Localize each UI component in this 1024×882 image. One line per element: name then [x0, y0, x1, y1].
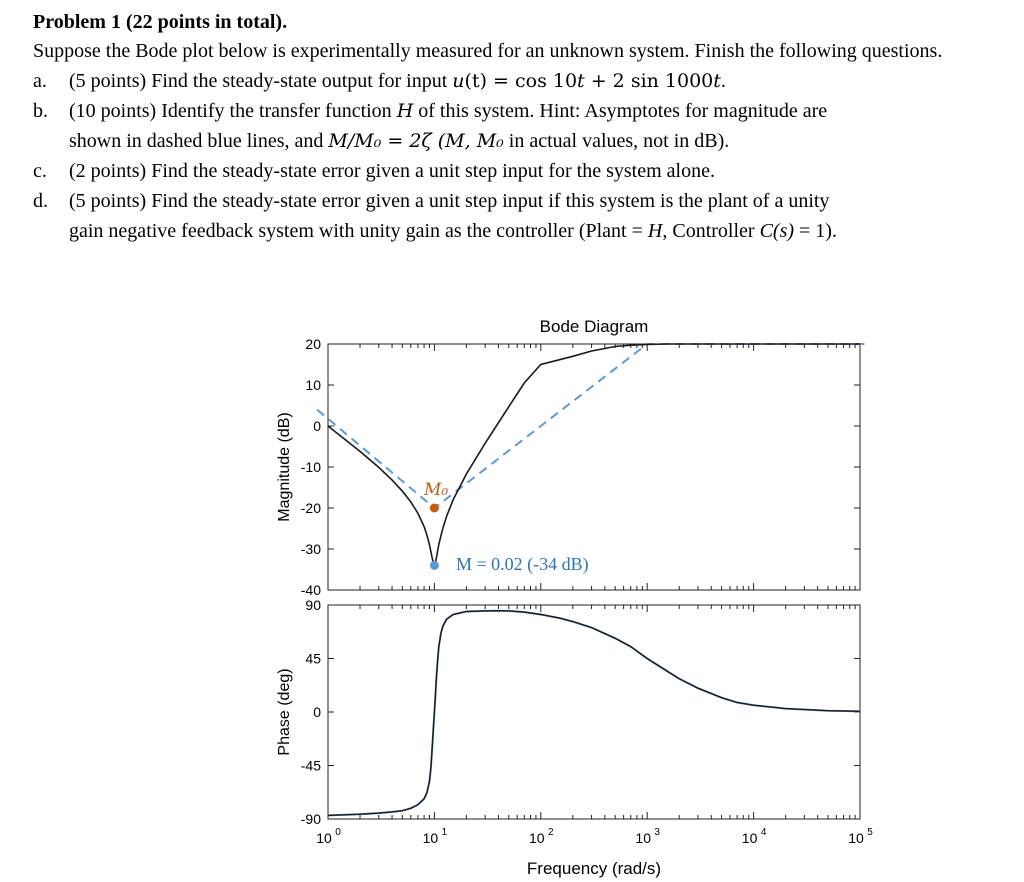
question-letter: b. — [33, 100, 48, 122]
phase-ytick-label: -45 — [300, 757, 321, 774]
magnitude-ytick-label: -10 — [300, 459, 321, 475]
math-C: C — [759, 220, 773, 242]
phase-ytick-label: -90 — [300, 811, 321, 827]
question-b-line1a: (10 points) Identify the transfer function — [69, 100, 397, 122]
magnitude-ytick-label: -30 — [300, 541, 321, 557]
question-a-text: (5 points) Find the steady-state output for input — [69, 70, 453, 92]
magnitude-ytick-label: -40 — [300, 582, 321, 598]
x-tick-exponent: 1 — [441, 827, 448, 838]
question-letter: d. — [33, 190, 48, 212]
phase-panel — [276, 597, 860, 827]
phase-ytick-label: 0 — [313, 704, 321, 720]
x-tick-exponent: 0 — [335, 827, 341, 838]
m0-marker — [430, 504, 439, 513]
chart-title: Bode Diagram — [539, 317, 649, 336]
x-tick-label: 10 — [529, 830, 545, 846]
m0-label: M₀ — [424, 480, 449, 500]
x-tick-exponent: 5 — [867, 827, 873, 838]
m-label: M = 0.02 (-34 dB) — [456, 554, 589, 574]
x-tick-label: 10 — [848, 830, 864, 846]
math-H: H — [396, 100, 414, 122]
x-tick-label: 10 — [422, 830, 439, 846]
magnitude-ytick-label: 0 — [313, 418, 321, 434]
question-b-line2a: shown in dashed blue lines, and — [69, 130, 329, 152]
phase-ytick-label: 45 — [305, 650, 321, 667]
problem-heading: Problem 1 (22 points in total). — [33, 11, 288, 33]
x-tick-exponent: 2 — [548, 827, 554, 838]
x-tick-label: 10 — [741, 830, 758, 846]
period: . — [720, 70, 726, 92]
x-tick-exponent: 4 — [760, 827, 767, 838]
x-tick-exponent: 3 — [654, 827, 660, 838]
math-t2: t — [713, 70, 721, 92]
phase-ytick-label: 90 — [305, 597, 321, 613]
magnitude-ytick-label: 10 — [305, 377, 321, 393]
magnitude-ytick-label: -20 — [300, 500, 321, 516]
question-c-text: (2 points) Find the steady-state error given a unit step input for the system alone. — [69, 160, 715, 182]
magnitude-ytick-label: 20 — [305, 336, 321, 352]
question-d-line2a: gain negative feedback system with unity gain as the controller (Plant = — [69, 220, 648, 242]
math-u: u — [452, 70, 465, 92]
math-s: (s) — [772, 220, 795, 242]
m-marker — [430, 561, 439, 570]
phase-ylabel: Phase (deg) — [276, 668, 293, 756]
question-letter: c. — [33, 160, 47, 182]
magnitude-axes-box — [328, 344, 860, 590]
question-letter: a. — [33, 70, 47, 92]
x-tick-labels — [316, 827, 873, 846]
phase-axes-box — [328, 605, 860, 819]
math-ratio: M/M₀ = 2ζ (M, M₀ — [328, 130, 504, 152]
question-d-line2c: = 1). — [794, 220, 837, 242]
x-axis-label: Frequency (rad/s) — [526, 859, 662, 878]
math-plus: + 2 sin 1000 — [584, 70, 714, 92]
magnitude-ylabel: Magnitude (dB) — [276, 412, 293, 522]
question-d-line1: (5 points) Find the steady-state error given a unit step input if this system is the plant of a unity — [69, 190, 830, 212]
math-H: H — [647, 220, 663, 242]
question-b-line1b: of this system. Hint: Asymptotes for magnitude are — [413, 100, 828, 122]
magnitude-panel — [276, 336, 868, 598]
x-tick-label: 10 — [635, 830, 651, 846]
question-b-line2b: in actual values, not in dB). — [503, 130, 730, 152]
problem-intro: Suppose the Bode plot below is experimentally measured for an unknown system. Finish the following questions. — [33, 40, 943, 62]
math-t: t — [577, 70, 585, 92]
question-d-line2b: , Controller — [662, 220, 760, 242]
x-tick-label: 10 — [316, 830, 332, 846]
math-paren: (t) = cos 10 — [464, 70, 578, 92]
